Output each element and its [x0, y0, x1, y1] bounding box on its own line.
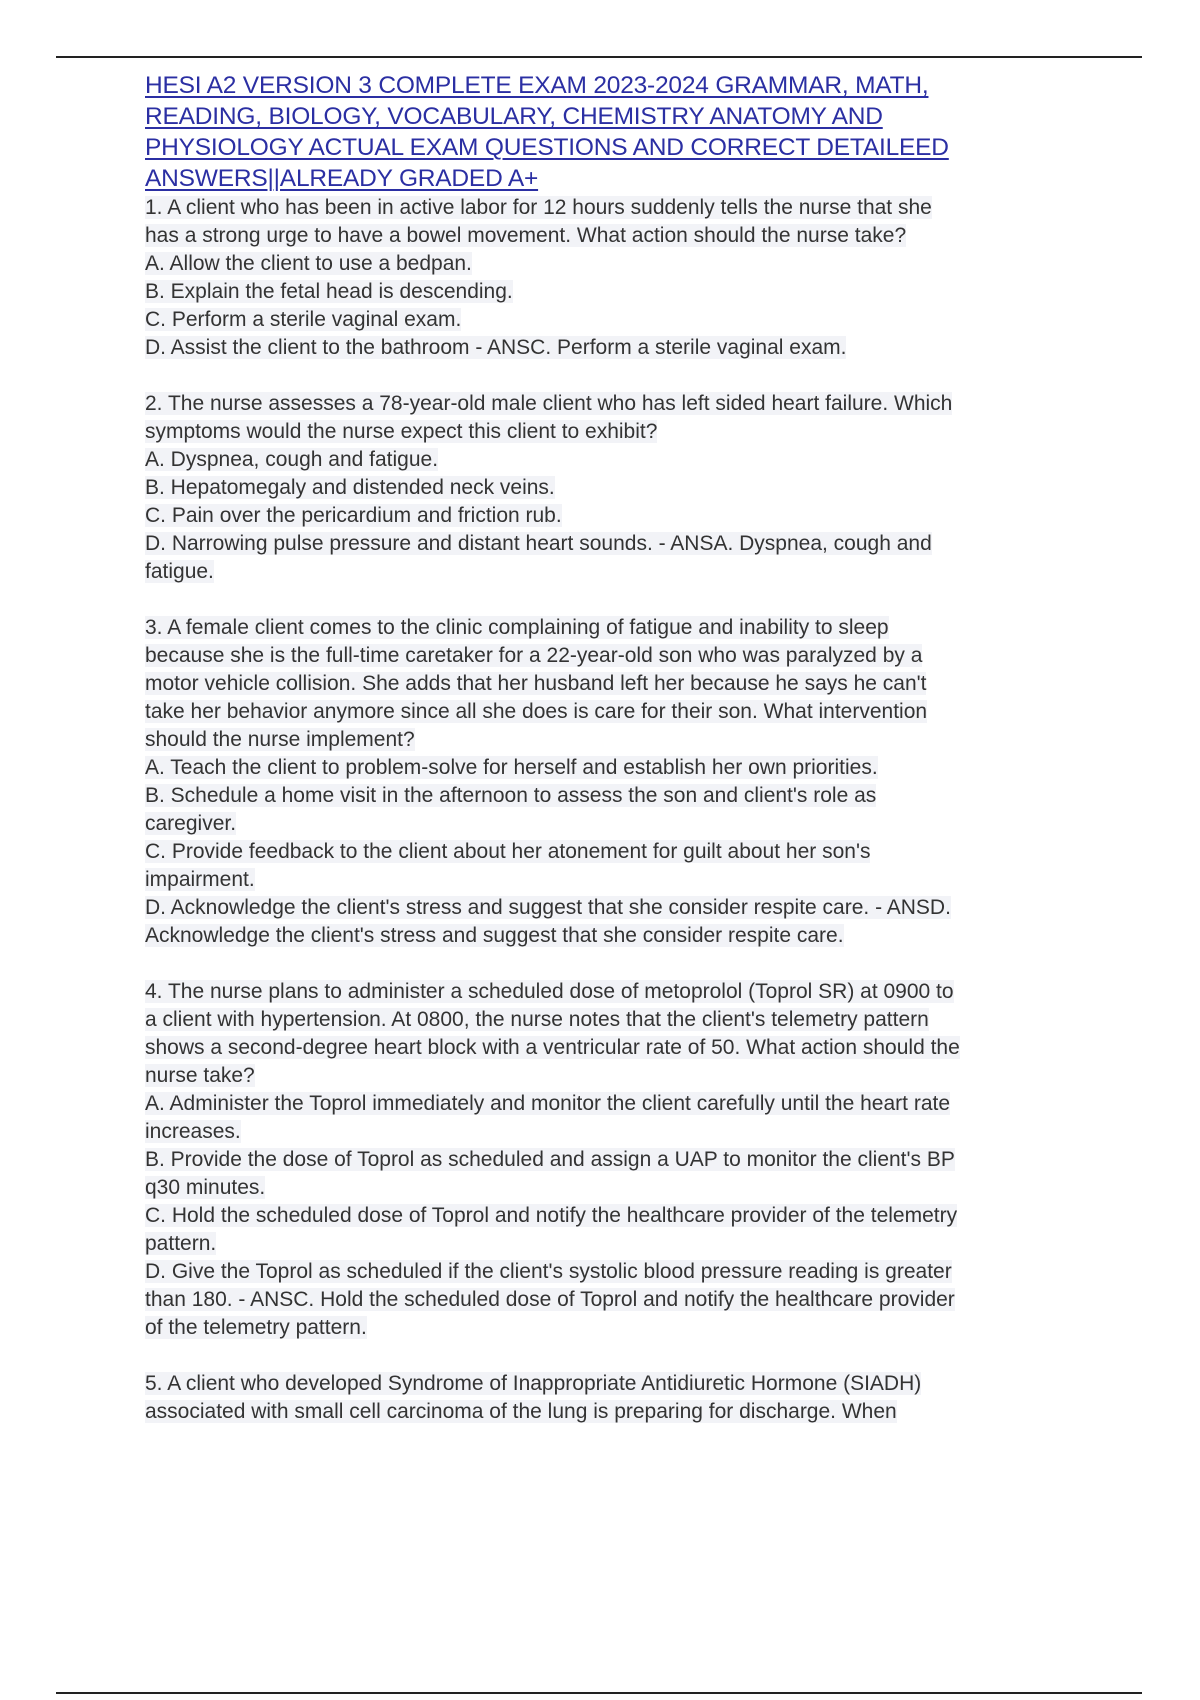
answer-option-text: C. Hold the scheduled dose of Toprol and notify the healthcare provider of the telemetry pattern.: [145, 1204, 958, 1255]
answer-option: [145, 754, 1105, 782]
answer-option: [145, 278, 1105, 306]
answer-option: [145, 446, 1105, 474]
answer-option: [145, 502, 1105, 530]
answer-option-text: D. Acknowledge the client's stress and suggest that she consider respite care. - ANSD. Acknowledge the client's stress and suggest that she consider respite care.: [145, 896, 951, 947]
answer-option-text: D. Narrowing pulse pressure and distant heart sounds. - ANSA. Dyspnea, cough and fatigue.: [145, 532, 932, 583]
question-block: [145, 1370, 1105, 1426]
answer-option-text: A. Teach the client to problem-solve for herself and establish her own priorities.: [145, 756, 878, 779]
answer-option-text: B. Explain the fetal head is descending.: [145, 280, 513, 303]
answer-option: [145, 474, 1105, 502]
answer-option-text: C. Pain over the pericardium and friction rub.: [145, 504, 562, 527]
answer-option: [145, 334, 1105, 362]
answer-option-text: C. Provide feedback to the client about her atonement for guilt about her son's impairment.: [145, 840, 871, 891]
question-block: [145, 194, 1105, 362]
question-block: [145, 978, 1105, 1342]
footer-rule: [56, 1692, 1142, 1694]
question-stem-text: 2. The nurse assesses a 78-year-old male client who has left sided heart failure. Which symptoms would the nurse expect this client to exhibit?: [145, 392, 953, 443]
question-stem: [145, 194, 1105, 250]
answer-option-text: D. Give the Toprol as scheduled if the client's systolic blood pressure reading is greater than 180. - ANSC. Hold the scheduled dose of Toprol and notify the healthcare provider of the telemetry pattern.: [145, 1260, 955, 1339]
answer-option-text: A. Allow the client to use a bedpan.: [145, 252, 472, 275]
answer-option: [145, 838, 1105, 894]
answer-option: [145, 1090, 1105, 1146]
answer-option: [145, 1202, 1105, 1258]
document-body: [145, 70, 1105, 1454]
answer-option: [145, 530, 1105, 586]
question-stem: [145, 614, 1105, 754]
question-stem-text: 4. The nurse plans to administer a scheduled dose of metoprolol (Toprol SR) at 0900 to a client with hypertension. At 0800, the nurse notes that the client's telemetry pattern shows a second-degree heart block with a ventricular rate of 50. What action should the nurse take?: [145, 980, 960, 1087]
answer-option-text: B. Provide the dose of Toprol as scheduled and assign a UAP to monitor the client's BP q30 minutes.: [145, 1148, 955, 1199]
answer-option-text: A. Administer the Toprol immediately and monitor the client carefully until the heart rate increases.: [145, 1092, 951, 1143]
question-stem-text: 5. A client who developed Syndrome of Inappropriate Antidiuretic Hormone (SIADH) associated with small cell carcinoma of the lung is preparing for discharge. When: [145, 1372, 922, 1423]
question-stem: [145, 1370, 1105, 1426]
answer-option-text: B. Schedule a home visit in the afternoon to assess the son and client's role as caregiver.: [145, 784, 877, 835]
answer-option: [145, 782, 1105, 838]
header-rule: [56, 56, 1142, 58]
question-stem-text: 1. A client who has been in active labor for 12 hours suddenly tells the nurse that she has a strong urge to have a bowel movement. What action should the nurse take?: [145, 196, 932, 247]
question-stem-text: 3. A female client comes to the clinic complaining of fatigue and inability to sleep because she is the full-time caretaker for a 22-year-old son who was paralyzed by a motor vehicle collision. She adds that her husband left her because he says he can't take her behavior anymore since all she does is care for their son. What intervention should the nurse implement?: [145, 616, 928, 751]
answer-option: [145, 250, 1105, 278]
question-stem: [145, 390, 1105, 446]
question-block: [145, 390, 1105, 586]
answer-option: [145, 1146, 1105, 1202]
answer-option: [145, 1258, 1105, 1342]
document-title-link[interactable]: HESI A2 VERSION 3 COMPLETE EXAM 2023-2024 GRAMMAR, MATH, READING, BIOLOGY, VOCABULARY, CHEMISTRY ANATOMY AND PHYSIOLOGY ACTUAL EXAM QUESTIONS AND CORRECT DETAILEED ANSWERS||ALREADY GRADED A+: [145, 72, 949, 192]
answer-option-text: B. Hepatomegaly and distended neck veins.: [145, 476, 555, 499]
answer-option-text: D. Assist the client to the bathroom - ANSC. Perform a sterile vaginal exam.: [145, 336, 847, 359]
answer-option-text: A. Dyspnea, cough and fatigue.: [145, 448, 439, 471]
answer-option: [145, 894, 1105, 950]
question-list: [145, 194, 1105, 1426]
question-stem: [145, 978, 1105, 1090]
answer-option: [145, 306, 1105, 334]
answer-option-text: C. Perform a sterile vaginal exam.: [145, 308, 462, 331]
question-block: [145, 614, 1105, 950]
